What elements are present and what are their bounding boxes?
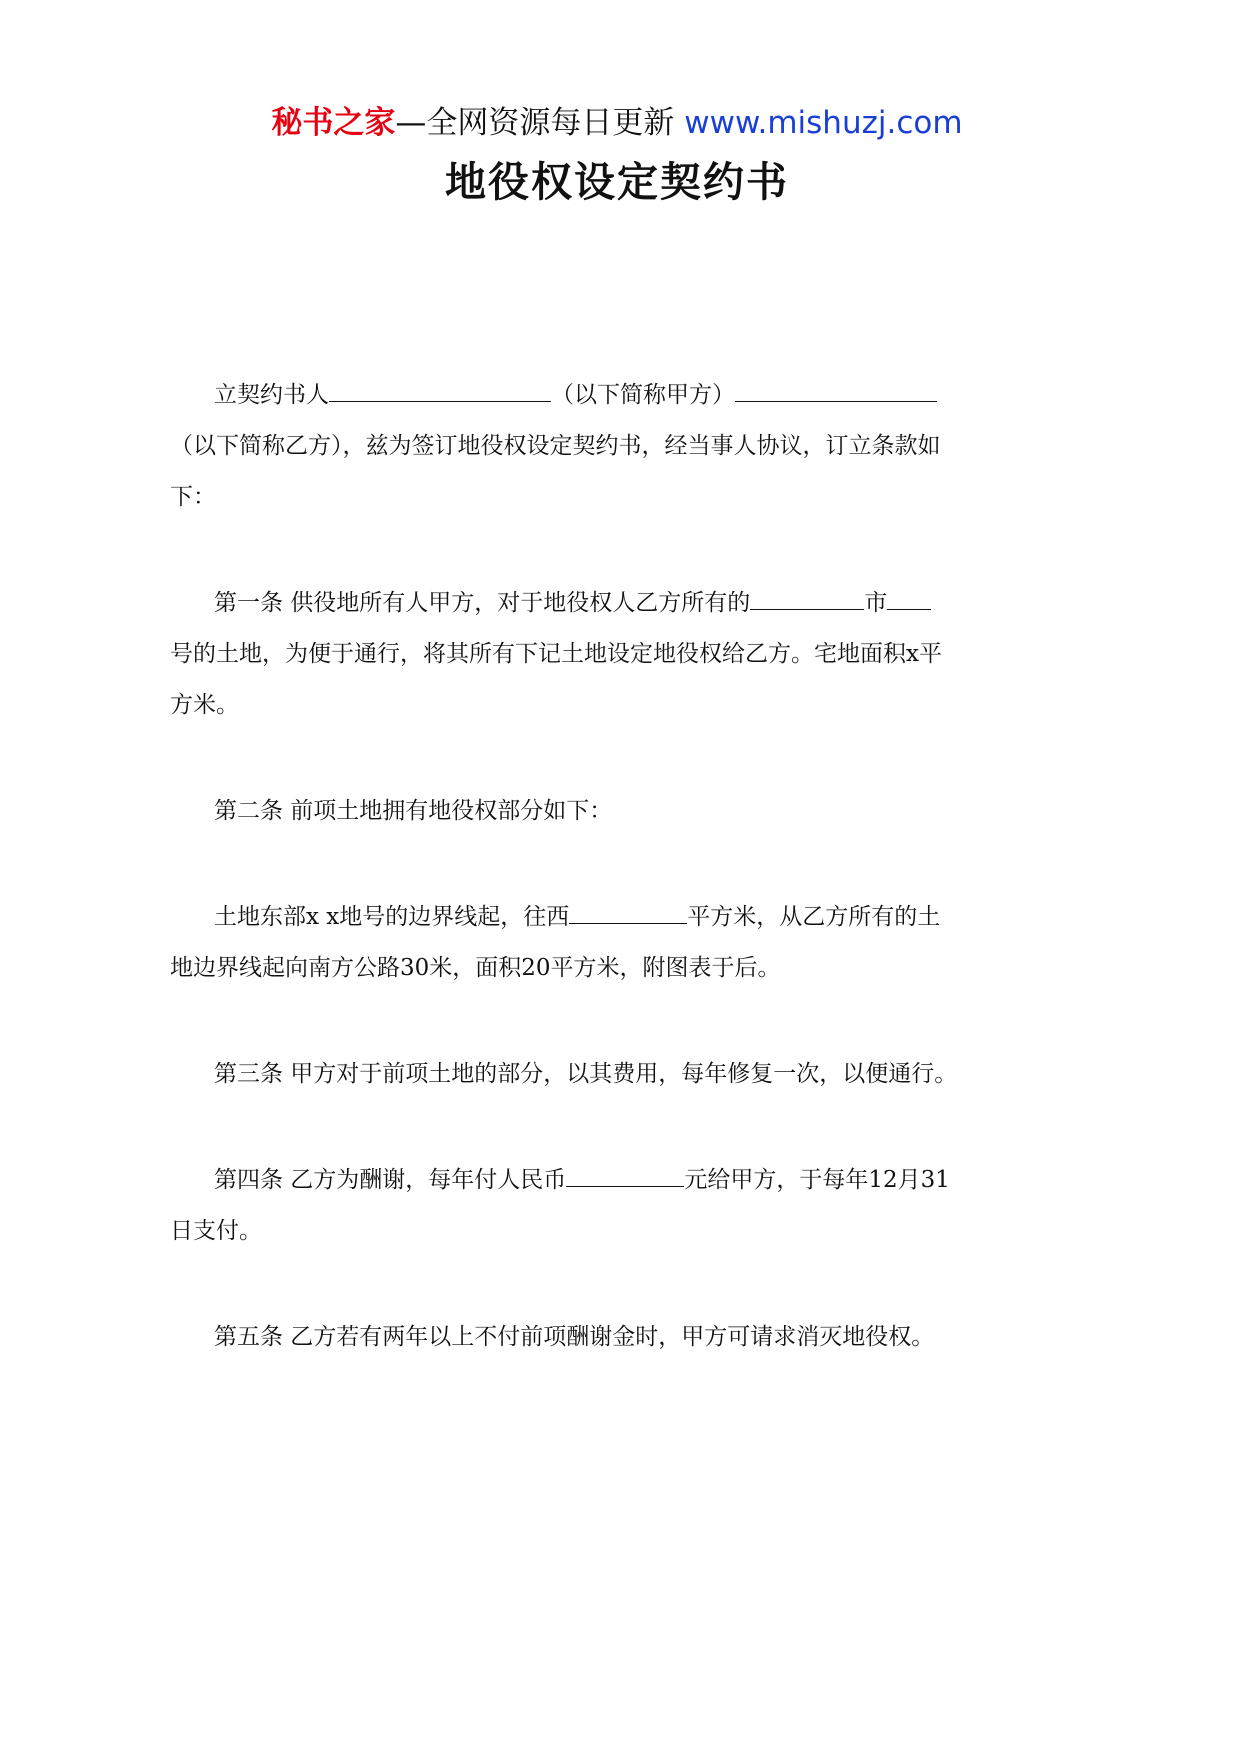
document-title: 地役权设定契约书 (445, 158, 789, 206)
article-4-line-2: 日支付。 (170, 1218, 262, 1244)
intro-party-a-note: （以下简称甲方） (551, 382, 735, 408)
article-1-city: 市 (864, 590, 888, 616)
party-b-blank[interactable] (735, 381, 937, 402)
brand-name: 秘书之家 (271, 105, 396, 141)
intro-party-label: 立契约书人 (214, 382, 329, 408)
city-blank[interactable] (750, 589, 864, 610)
article-1-line-3: 方米。 (170, 692, 239, 718)
intro-line-3: 下： (170, 484, 216, 510)
west-area-blank[interactable] (569, 903, 687, 924)
article-3: 第三条 甲方对于前项土地的部分，以其费用，每年修复一次，以便通行。 (214, 1061, 958, 1087)
article-1-text: 第一条 供役地所有人甲方，对于地役权人乙方所有的 (214, 590, 751, 616)
intro-line-2: （以下简称乙方），兹为签订地役权设定契约书，经当事人协议，订立条款如 (170, 433, 941, 459)
article-4-text-cont: 元给甲方，于每年12月31 (684, 1167, 950, 1193)
land-text-cont: 平方米，从乙方所有的土 (687, 904, 941, 930)
article-2: 第二条 前项土地拥有地役权部分如下： (214, 798, 613, 824)
article-5: 第五条 乙方若有两年以上不付前项酬谢金时，甲方可请求消灭地役权。 (214, 1324, 935, 1350)
land-line-2: 地边界线起向南方公路30米，面积20平方米，附图表于后。 (170, 955, 781, 981)
article-4-line-1 (214, 1164, 950, 1196)
article-4-text: 第四条 乙方为酬谢，每年付人民币 (214, 1167, 567, 1193)
party-a-blank[interactable] (329, 381, 551, 402)
article-1-line-2: 号的土地，为便于通行，将其所有下记土地设定地役权给乙方。宅地面积x平 (170, 641, 942, 667)
site-banner (0, 101, 1234, 145)
land-line-1 (214, 901, 940, 933)
site-url[interactable]: www.mishuzj.com (674, 105, 963, 141)
article-1-line-1 (214, 587, 931, 619)
land-text: 土地东部x x地号的边界线起，往西 (214, 904, 570, 930)
banner-slogan: —全网资源每日更新 (395, 105, 675, 141)
number-blank[interactable] (887, 589, 931, 610)
amount-blank[interactable] (566, 1166, 684, 1187)
intro-line-1 (214, 379, 937, 411)
